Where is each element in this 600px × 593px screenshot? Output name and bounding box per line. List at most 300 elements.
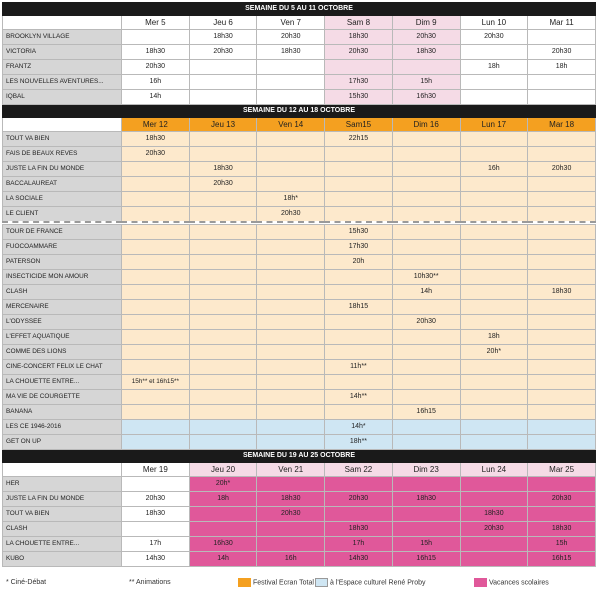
showtime-cell xyxy=(257,435,325,450)
film-row xyxy=(3,330,596,345)
showtime-cell: 10h30** xyxy=(392,270,460,285)
showtime-cell xyxy=(257,147,325,162)
showtime-cell: 18h30 xyxy=(257,492,325,507)
legend-cine-debat: * Ciné-Débat xyxy=(6,579,47,586)
showtime-cell: 18h xyxy=(460,60,528,75)
schedule-table xyxy=(2,2,596,567)
showtime-cell xyxy=(122,240,190,255)
showtime-cell xyxy=(528,192,596,207)
film-row xyxy=(3,300,596,315)
showtime-cell xyxy=(189,147,257,162)
showtime-cell xyxy=(528,270,596,285)
showtime-cell xyxy=(528,90,596,105)
showtime-cell xyxy=(460,477,528,492)
film-title: FUOCOAMMARE xyxy=(3,240,122,255)
showtime-cell: 18h15 xyxy=(325,300,393,315)
legend-espace-label: à l'Espace culturel René Proby xyxy=(330,579,426,587)
film-row xyxy=(3,390,596,405)
film-title: GET ON UP xyxy=(3,435,122,450)
showtime-cell xyxy=(189,60,257,75)
film-row xyxy=(3,132,596,147)
showtime-cell xyxy=(189,420,257,435)
showtime-cell: 18h30 xyxy=(528,285,596,300)
showtime-cell xyxy=(189,435,257,450)
showtime-cell xyxy=(257,60,325,75)
film-title: LA CHOUETTE ENTRE... xyxy=(3,537,122,552)
film-title: INSECTICIDE MON AMOUR xyxy=(3,270,122,285)
showtime-cell xyxy=(257,255,325,270)
showtime-cell xyxy=(392,300,460,315)
showtime-cell: 18h30 xyxy=(122,45,190,60)
showtime-cell xyxy=(460,375,528,390)
showtime-cell xyxy=(392,162,460,177)
showtime-cell: 15h30 xyxy=(325,90,393,105)
showtime-cell: 17h30 xyxy=(325,240,393,255)
film-title: HER xyxy=(3,477,122,492)
showtime-cell xyxy=(460,90,528,105)
showtime-cell xyxy=(528,390,596,405)
film-row xyxy=(3,60,596,75)
showtime-cell xyxy=(257,345,325,360)
showtime-cell xyxy=(528,30,596,45)
week-title: SEMAINE DU 5 AU 11 OCTOBRE xyxy=(3,3,596,16)
showtime-cell xyxy=(392,255,460,270)
showtime-cell: 20h30 xyxy=(189,45,257,60)
day-header: Mer 12 xyxy=(122,118,190,132)
film-row xyxy=(3,90,596,105)
showtime-cell xyxy=(122,192,190,207)
showtime-cell xyxy=(325,477,393,492)
showtime-cell xyxy=(325,405,393,420)
showtime-cell xyxy=(528,330,596,345)
showtime-cell xyxy=(257,522,325,537)
film-row xyxy=(3,240,596,255)
showtime-cell xyxy=(122,162,190,177)
film-row xyxy=(3,420,596,435)
showtime-cell xyxy=(189,405,257,420)
day-header-row xyxy=(3,16,596,30)
showtime-cell xyxy=(325,147,393,162)
day-header: Jeu 13 xyxy=(189,118,257,132)
showtime-cell xyxy=(122,315,190,330)
film-title: BANANA xyxy=(3,405,122,420)
showtime-cell: 14h** xyxy=(325,390,393,405)
showtime-cell xyxy=(257,75,325,90)
showtime-cell xyxy=(528,360,596,375)
film-row xyxy=(3,30,596,45)
day-header: Ven 14 xyxy=(257,118,325,132)
espace-swatch xyxy=(315,578,328,587)
film-title: LA CHOUETTE ENTRE... xyxy=(3,375,122,390)
showtime-cell xyxy=(460,315,528,330)
week-band xyxy=(3,450,596,463)
showtime-cell xyxy=(392,192,460,207)
showtime-cell xyxy=(392,390,460,405)
showtime-cell xyxy=(325,270,393,285)
showtime-cell: 18h30 xyxy=(460,507,528,522)
film-row xyxy=(3,375,596,390)
showtime-cell xyxy=(189,270,257,285)
showtime-cell xyxy=(392,225,460,240)
showtime-cell xyxy=(189,90,257,105)
showtime-cell: 20h30 xyxy=(460,30,528,45)
film-row xyxy=(3,360,596,375)
showtime-cell: 18h xyxy=(460,330,528,345)
showtime-cell xyxy=(325,345,393,360)
showtime-cell xyxy=(189,240,257,255)
showtime-cell xyxy=(122,477,190,492)
showtime-cell: 20h30 xyxy=(325,45,393,60)
showtime-cell: 16h xyxy=(257,552,325,567)
showtime-cell xyxy=(460,360,528,375)
showtime-cell xyxy=(257,420,325,435)
showtime-cell xyxy=(122,225,190,240)
showtime-cell xyxy=(189,507,257,522)
film-row xyxy=(3,315,596,330)
showtime-cell xyxy=(460,300,528,315)
showtime-cell xyxy=(325,507,393,522)
film-row xyxy=(3,225,596,240)
film-row xyxy=(3,285,596,300)
showtime-cell xyxy=(257,537,325,552)
showtime-cell xyxy=(122,255,190,270)
vacances-swatch xyxy=(474,578,487,587)
film-title: LES NOUVELLES AVENTURES... xyxy=(3,75,122,90)
film-title: VICTORIA xyxy=(3,45,122,60)
showtime-cell xyxy=(460,285,528,300)
showtime-cell: 20h30 xyxy=(528,45,596,60)
showtime-cell xyxy=(528,300,596,315)
showtime-cell xyxy=(325,285,393,300)
week-title: SEMAINE DU 19 AU 25 OCTOBRE xyxy=(3,450,596,463)
showtime-cell xyxy=(189,315,257,330)
showtime-cell xyxy=(460,492,528,507)
showtime-cell: 18h** xyxy=(325,435,393,450)
showtime-cell xyxy=(257,162,325,177)
legend-vacances-label: Vacances scolaires xyxy=(489,579,549,587)
programme xyxy=(2,2,596,567)
showtime-cell: 14h xyxy=(122,90,190,105)
film-title: JUSTE LA FIN DU MONDE xyxy=(3,162,122,177)
showtime-cell xyxy=(392,60,460,75)
day-header: Lun 10 xyxy=(460,16,528,30)
day-header: Jeu 20 xyxy=(189,463,257,477)
film-row xyxy=(3,177,596,192)
showtime-cell xyxy=(189,285,257,300)
showtime-cell xyxy=(257,375,325,390)
film-title: CINE-CONCERT FELIX LE CHAT xyxy=(3,360,122,375)
showtime-cell: 14h30 xyxy=(325,552,393,567)
showtime-cell: 18h30 xyxy=(528,522,596,537)
showtime-cell xyxy=(325,60,393,75)
film-title: TOUT VA BIEN xyxy=(3,507,122,522)
showtime-cell xyxy=(257,225,325,240)
showtime-cell xyxy=(460,420,528,435)
showtime-cell xyxy=(392,507,460,522)
film-title: MERCENAIRE xyxy=(3,300,122,315)
week-title: SEMAINE DU 12 AU 18 OCTOBRE xyxy=(3,105,596,118)
showtime-cell xyxy=(189,345,257,360)
film-title: BROOKLYN VILLAGE xyxy=(3,30,122,45)
showtime-cell xyxy=(325,162,393,177)
header-corner xyxy=(3,16,122,30)
legend-animations: ** Animations xyxy=(129,579,171,586)
showtime-cell xyxy=(528,240,596,255)
showtime-cell xyxy=(460,390,528,405)
showtime-cell xyxy=(392,360,460,375)
showtime-cell: 18h xyxy=(189,492,257,507)
day-header: Dim 9 xyxy=(392,16,460,30)
showtime-cell xyxy=(460,132,528,147)
showtime-cell: 15h xyxy=(392,537,460,552)
legend-festival xyxy=(238,578,314,588)
film-title: COMME DES LIONS xyxy=(3,345,122,360)
showtime-cell xyxy=(122,420,190,435)
showtime-cell xyxy=(257,90,325,105)
showtime-cell xyxy=(122,285,190,300)
showtime-cell: 15h xyxy=(528,537,596,552)
showtime-cell: 14h xyxy=(189,552,257,567)
showtime-cell: 16h15 xyxy=(392,552,460,567)
film-title: BACCALAUREAT xyxy=(3,177,122,192)
showtime-cell xyxy=(460,270,528,285)
showtime-cell: 20h30 xyxy=(122,492,190,507)
showtime-cell: 16h30 xyxy=(392,90,460,105)
showtime-cell: 18h30 xyxy=(122,132,190,147)
showtime-cell xyxy=(528,75,596,90)
showtime-cell xyxy=(122,390,190,405)
showtime-cell: 17h30 xyxy=(325,75,393,90)
showtime-cell xyxy=(528,507,596,522)
showtime-cell xyxy=(122,360,190,375)
showtime-cell xyxy=(257,360,325,375)
showtime-cell xyxy=(528,315,596,330)
showtime-cell xyxy=(460,177,528,192)
film-row xyxy=(3,207,596,223)
showtime-cell: 20h30 xyxy=(257,30,325,45)
showtime-cell: 11h** xyxy=(325,360,393,375)
showtime-cell xyxy=(392,420,460,435)
showtime-cell: 14h* xyxy=(325,420,393,435)
film-title: L'EFFET AQUATIQUE xyxy=(3,330,122,345)
showtime-cell xyxy=(122,270,190,285)
day-header: Lun 17 xyxy=(460,118,528,132)
showtime-cell xyxy=(189,255,257,270)
film-title: TOUT VA BIEN xyxy=(3,132,122,147)
day-header: Ven 7 xyxy=(257,16,325,30)
day-header: Sam 22 xyxy=(325,463,393,477)
showtime-cell xyxy=(460,240,528,255)
showtime-cell xyxy=(392,147,460,162)
film-row xyxy=(3,345,596,360)
showtime-cell xyxy=(325,315,393,330)
showtime-cell xyxy=(325,207,393,223)
showtime-cell xyxy=(392,522,460,537)
showtime-cell xyxy=(122,330,190,345)
showtime-cell xyxy=(257,405,325,420)
film-row xyxy=(3,435,596,450)
showtime-cell: 20h30 xyxy=(528,492,596,507)
film-row xyxy=(3,522,596,537)
showtime-cell: 20h30 xyxy=(257,207,325,223)
film-row xyxy=(3,270,596,285)
showtime-cell: 16h15 xyxy=(528,552,596,567)
film-row xyxy=(3,45,596,60)
film-title: FRANTZ xyxy=(3,60,122,75)
showtime-cell xyxy=(460,552,528,567)
showtime-cell xyxy=(528,132,596,147)
showtime-cell: 16h30 xyxy=(189,537,257,552)
showtime-cell: 18h30 xyxy=(257,45,325,60)
showtime-cell xyxy=(392,207,460,223)
showtime-cell xyxy=(189,300,257,315)
film-row xyxy=(3,75,596,90)
day-header-row xyxy=(3,118,596,132)
showtime-cell xyxy=(189,330,257,345)
day-header: Mar 25 xyxy=(528,463,596,477)
showtime-cell: 18h30 xyxy=(122,507,190,522)
showtime-cell: 20h30 xyxy=(122,147,190,162)
day-header: Sam15 xyxy=(325,118,393,132)
showtime-cell xyxy=(460,192,528,207)
showtime-cell: 18h30 xyxy=(392,45,460,60)
showtime-cell xyxy=(257,177,325,192)
film-title: FAIS DE BEAUX REVES xyxy=(3,147,122,162)
showtime-cell: 15h xyxy=(392,75,460,90)
header-corner xyxy=(3,118,122,132)
showtime-cell xyxy=(392,177,460,192)
showtime-cell xyxy=(460,75,528,90)
showtime-cell: 16h xyxy=(122,75,190,90)
showtime-cell xyxy=(122,405,190,420)
showtime-cell: 16h15 xyxy=(392,405,460,420)
showtime-cell xyxy=(528,477,596,492)
film-row xyxy=(3,492,596,507)
film-title: KUBO xyxy=(3,552,122,567)
showtime-cell: 15h30 xyxy=(325,225,393,240)
showtime-cell: 20h30 xyxy=(528,162,596,177)
showtime-cell xyxy=(189,390,257,405)
header-corner xyxy=(3,463,122,477)
day-header: Jeu 6 xyxy=(189,16,257,30)
showtime-cell xyxy=(189,225,257,240)
showtime-cell xyxy=(189,522,257,537)
film-title: IQBAL xyxy=(3,90,122,105)
showtime-cell: 20h30 xyxy=(257,507,325,522)
film-title: CLASH xyxy=(3,285,122,300)
showtime-cell xyxy=(189,192,257,207)
showtime-cell xyxy=(122,435,190,450)
showtime-cell xyxy=(325,375,393,390)
showtime-cell xyxy=(189,360,257,375)
day-header: Lun 24 xyxy=(460,463,528,477)
week-band xyxy=(3,3,596,16)
showtime-cell xyxy=(460,147,528,162)
showtime-cell xyxy=(528,255,596,270)
showtime-cell xyxy=(392,375,460,390)
film-row xyxy=(3,147,596,162)
day-header: Dim 16 xyxy=(392,118,460,132)
film-row xyxy=(3,405,596,420)
showtime-cell: 20h30 xyxy=(189,177,257,192)
legend xyxy=(6,578,596,590)
day-header-row xyxy=(3,463,596,477)
film-title: TOUR DE FRANCE xyxy=(3,225,122,240)
showtime-cell xyxy=(122,345,190,360)
showtime-cell xyxy=(257,300,325,315)
showtime-cell xyxy=(189,207,257,223)
showtime-cell: 18h30 xyxy=(392,492,460,507)
film-title: CLASH xyxy=(3,522,122,537)
legend-vacances xyxy=(474,578,549,588)
showtime-cell xyxy=(528,345,596,360)
showtime-cell: 18h xyxy=(528,60,596,75)
festival-swatch xyxy=(238,578,251,587)
showtime-cell xyxy=(460,45,528,60)
showtime-cell xyxy=(257,315,325,330)
showtime-cell xyxy=(325,330,393,345)
showtime-cell xyxy=(460,207,528,223)
film-row xyxy=(3,477,596,492)
showtime-cell xyxy=(122,522,190,537)
film-row xyxy=(3,162,596,177)
showtime-cell: 18h30 xyxy=(189,30,257,45)
showtime-cell xyxy=(528,435,596,450)
showtime-cell xyxy=(528,147,596,162)
showtime-cell xyxy=(122,300,190,315)
film-row xyxy=(3,552,596,567)
showtime-cell: 22h15 xyxy=(325,132,393,147)
showtime-cell: 20h30 xyxy=(392,30,460,45)
showtime-cell xyxy=(257,390,325,405)
film-title: L'ODYSSEE xyxy=(3,315,122,330)
film-title: LA SOCIALE xyxy=(3,192,122,207)
showtime-cell xyxy=(460,255,528,270)
showtime-cell xyxy=(257,132,325,147)
showtime-cell xyxy=(460,225,528,240)
showtime-cell xyxy=(528,225,596,240)
showtime-cell: 17h xyxy=(122,537,190,552)
showtime-cell: 20h* xyxy=(189,477,257,492)
showtime-cell xyxy=(392,330,460,345)
showtime-cell: 18h* xyxy=(257,192,325,207)
showtime-cell: 20h30 xyxy=(460,522,528,537)
showtime-cell xyxy=(528,375,596,390)
showtime-cell xyxy=(528,405,596,420)
showtime-cell: 18h30 xyxy=(189,162,257,177)
showtime-cell xyxy=(460,537,528,552)
legend-festival-label: Festival Ecran Total xyxy=(253,579,314,587)
showtime-cell xyxy=(257,240,325,255)
showtime-cell: 14h30 xyxy=(122,552,190,567)
film-title: PATERSON xyxy=(3,255,122,270)
legend-espace xyxy=(315,578,426,588)
day-header: Mar 11 xyxy=(528,16,596,30)
day-header: Ven 21 xyxy=(257,463,325,477)
showtime-cell xyxy=(189,132,257,147)
showtime-cell xyxy=(257,285,325,300)
showtime-cell xyxy=(122,177,190,192)
showtime-cell xyxy=(460,405,528,420)
day-header: Dim 23 xyxy=(392,463,460,477)
film-row xyxy=(3,507,596,522)
showtime-cell xyxy=(392,132,460,147)
showtime-cell xyxy=(528,420,596,435)
film-title: LES CE 1946-2016 xyxy=(3,420,122,435)
showtime-cell: 16h xyxy=(460,162,528,177)
film-title: LE CLIENT xyxy=(3,207,122,223)
showtime-cell: 20h30 xyxy=(325,492,393,507)
